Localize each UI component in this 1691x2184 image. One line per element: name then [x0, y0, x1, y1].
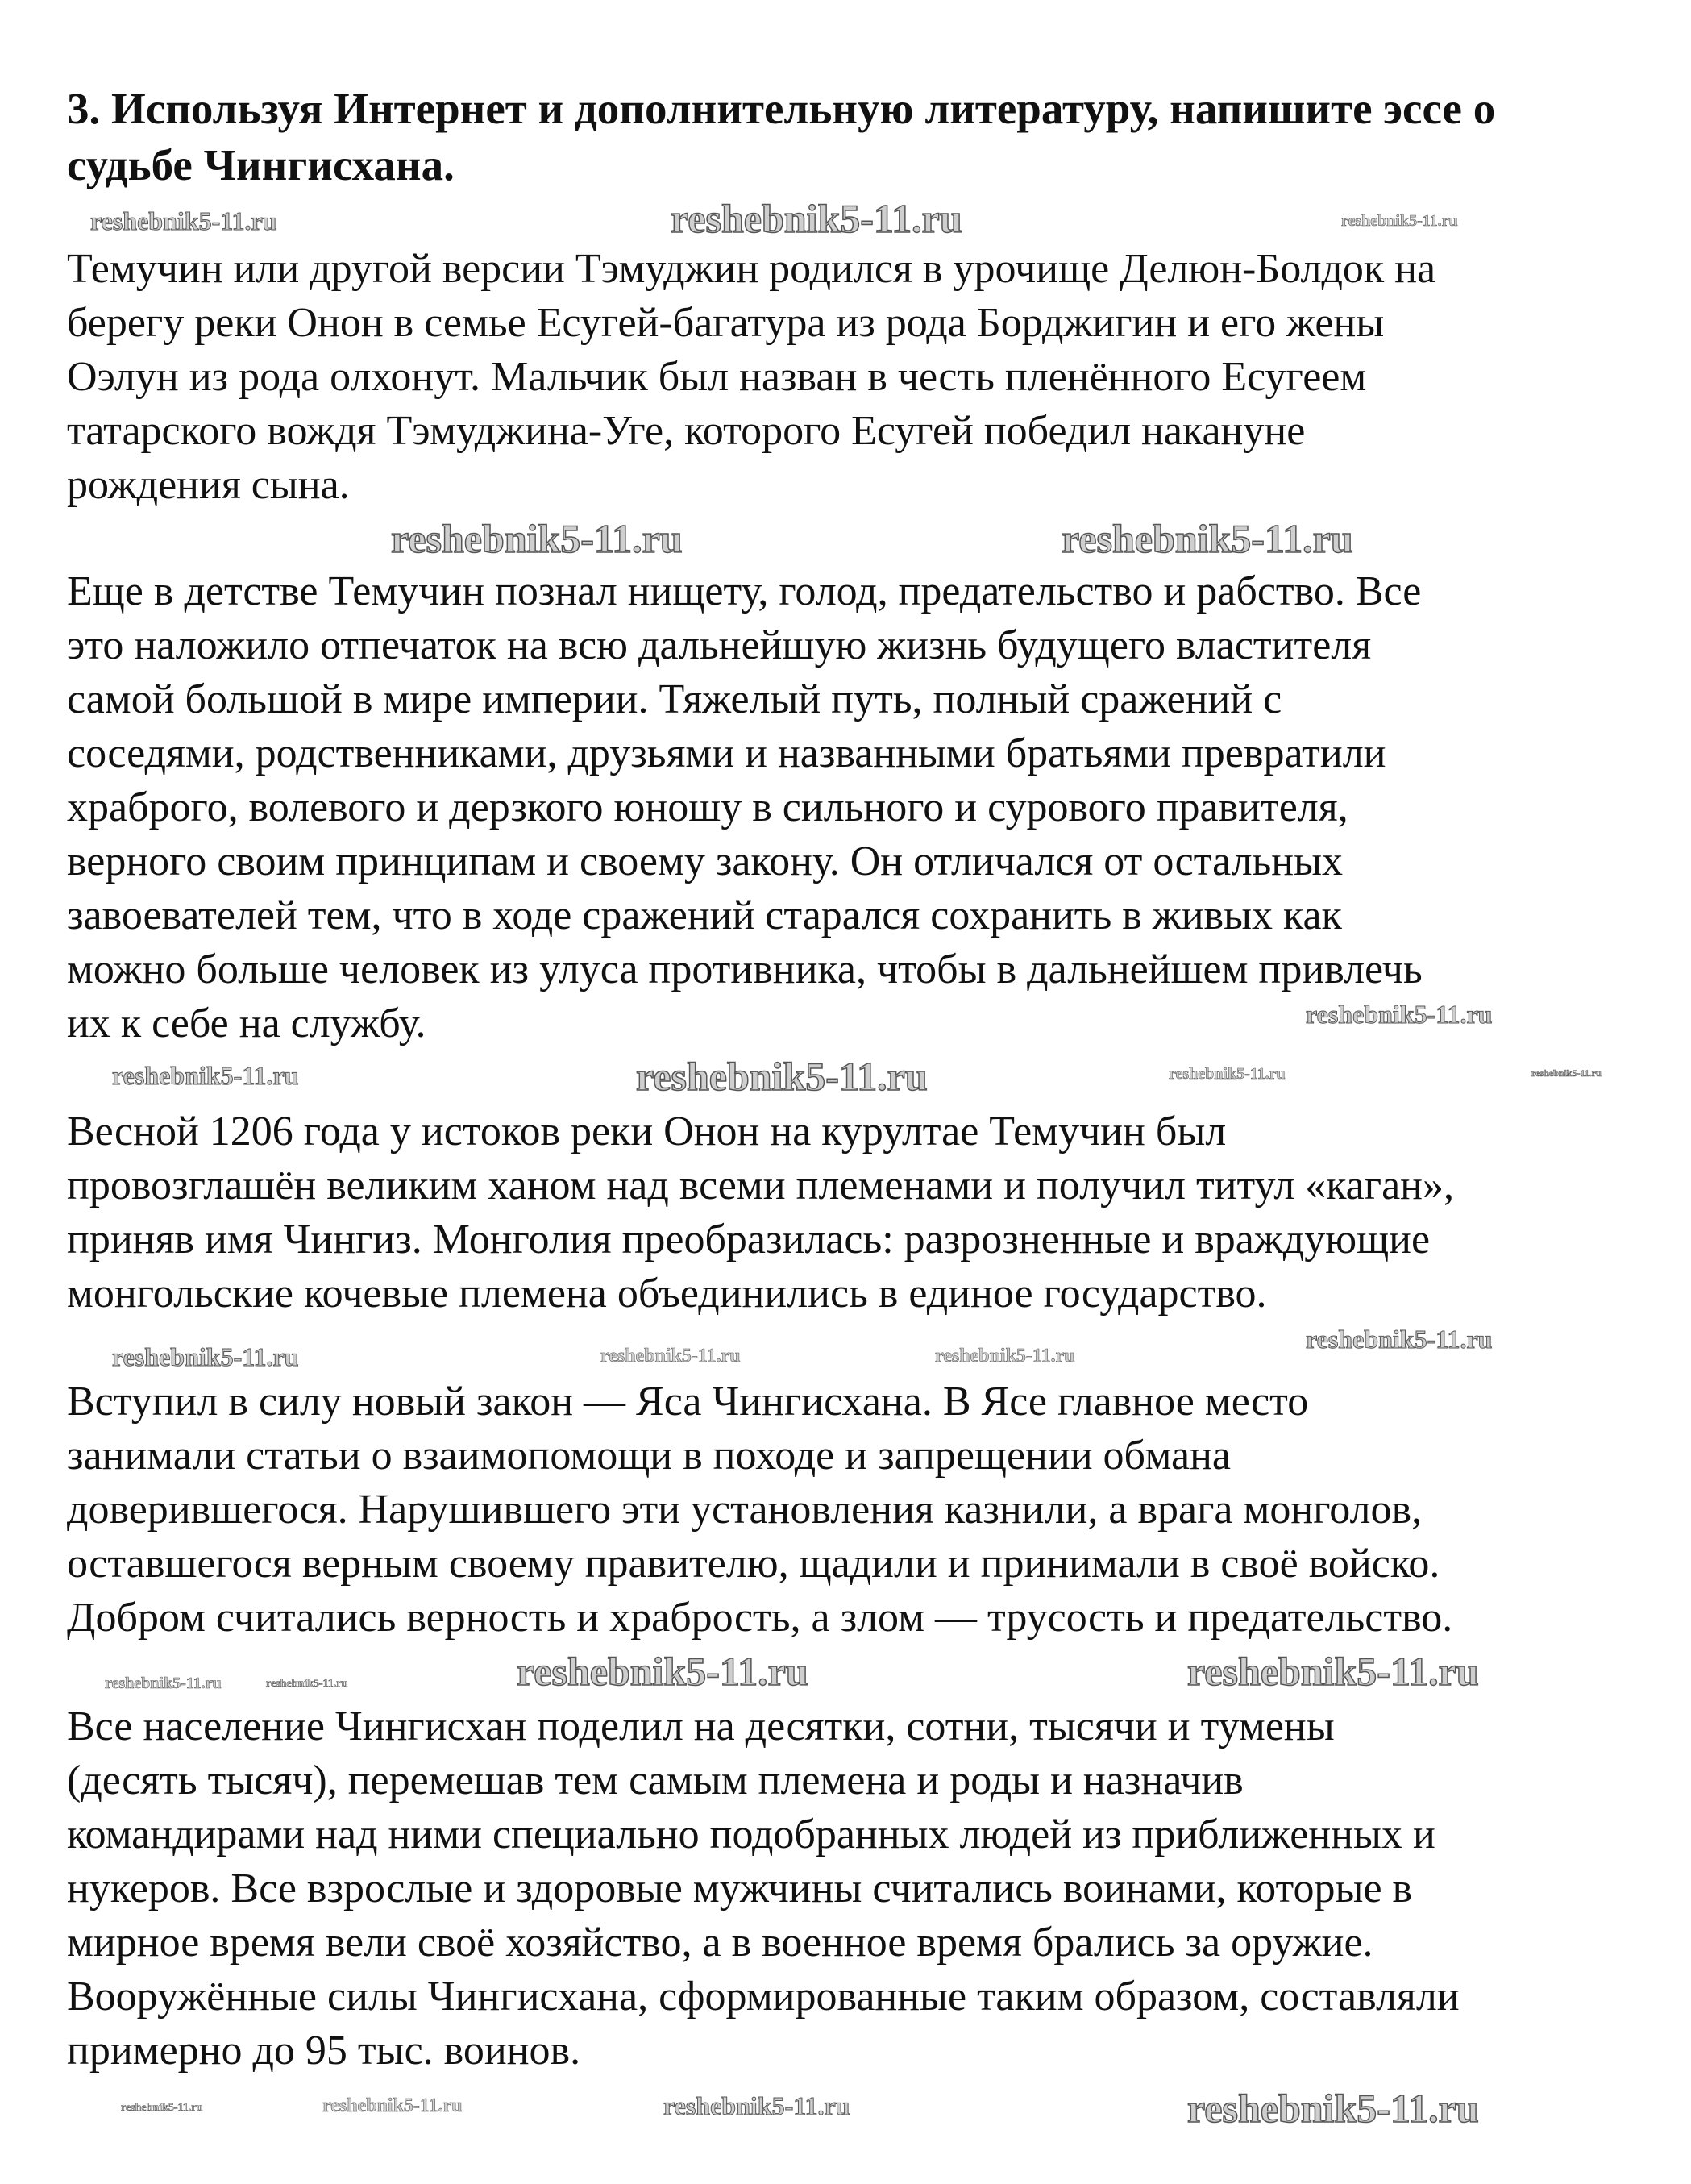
text-line: татарского вождя Тэмуджина-Уге, которого Есугей победил накануне — [67, 408, 1306, 454]
watermark: reshebnik5-11.ru — [90, 206, 277, 235]
page-heading — [67, 81, 1647, 193]
watermark: reshebnik5-11.ru — [671, 196, 962, 241]
text-line: Добром считались верность и храбрость, а злом — трусость и предательство. — [67, 1595, 1453, 1641]
text-line: это наложило отпечаток на всю дальнейшую жизнь будущего властителя — [67, 622, 1372, 668]
watermark: reshebnik5-11.ru — [935, 1346, 1075, 1367]
text-line: Вооружённые силы Чингисхана, сформированные таким образом, составляли — [67, 1974, 1460, 2020]
text-line: Еще в детстве Темучин познал нищету, голод, предательство и рабство. Все — [67, 568, 1422, 614]
text-line: Все население Чингисхан поделил на десятки, сотни, тысячи и тумены — [67, 1704, 1335, 1749]
heading-line: 3. Используя Интернет и дополнительную литературу, напишите эссе о — [67, 84, 1496, 133]
text-line: провозглашён великим ханом над всеми племенами и получил титул «каган», — [67, 1163, 1455, 1208]
text-line: примерно до 95 тыс. воинов. — [67, 2028, 581, 2074]
paragraph-yasa — [67, 1375, 1663, 1645]
text-line: занимали статьи о взаимопомощи в походе и запрещении обмана — [67, 1433, 1232, 1479]
watermark: reshebnik5-11.ru — [1169, 1065, 1286, 1083]
watermark: reshebnik5-11.ru — [391, 516, 683, 561]
paragraph-army — [67, 1699, 1663, 2078]
text-line: монгольские кочевые племена объединились в единое государство. — [67, 1271, 1267, 1317]
text-line: оставшегося верным своему правителю, щадили и принимали в своё войско. — [67, 1541, 1440, 1587]
text-line: (десять тысяч), перемешав тем самым племена и роды и назначив — [67, 1758, 1244, 1803]
text-line: Оэлун из рода олхонут. Мальчик был назван в честь пленённого Есугеем — [67, 354, 1367, 400]
paragraph-childhood — [67, 564, 1663, 1050]
watermark: reshebnik5-11.ru — [517, 1649, 808, 1694]
text-line: доверившегося. Нарушившего эти установления казнили, а врага монголов, — [67, 1487, 1423, 1533]
text-line: можно больше человек из улуса противника, чтобы в дальнейшем привлечь — [67, 946, 1423, 992]
watermark: reshebnik5-11.ru — [322, 2095, 463, 2116]
text-line: приняв имя Чингиз. Монголия преобразилась: разрозненные и враждующие — [67, 1217, 1431, 1263]
watermark: reshebnik5-11.ru — [663, 2091, 850, 2120]
watermark: reshebnik5-11.ru — [105, 1674, 222, 1692]
text-line: соседями, родственниками, друзьями и названными братьями превратили — [67, 730, 1386, 776]
text-line: самой большой в мире империи. Тяжелый путь, полный сражений с — [67, 676, 1282, 722]
watermark: reshebnik5-11.ru — [600, 1346, 741, 1367]
text-line: верного своим принципам и своему закону. Он отличался от остальных — [67, 838, 1344, 884]
watermark: reshebnik5-11.ru — [1187, 2086, 1479, 2131]
text-line: командирами над ними специально подобранных людей из приближенных и — [67, 1812, 1435, 1857]
heading-line: судьбе Чингисхана. — [67, 140, 455, 189]
watermark: reshebnik5-11.ru — [1306, 1000, 1493, 1029]
text-line: мирное время вели своё хозяйство, а в военное время брались за оружие. — [67, 1920, 1373, 1966]
watermark: reshebnik5-11.ru — [112, 1342, 299, 1371]
text-line: рождения сына. — [67, 462, 350, 508]
paragraph-birth — [67, 242, 1663, 512]
watermark: reshebnik5-11.ru — [1306, 1325, 1493, 1354]
text-line: Вступил в силу новый закон — Яса Чингисхана. В Ясе главное место — [67, 1379, 1309, 1425]
watermark: reshebnik5-11.ru — [1531, 1067, 1602, 1079]
text-line: берегу реки Онон в семье Есугей-багатура из рода Борджигин и его жены — [67, 300, 1385, 346]
watermark: reshebnik5-11.ru — [1062, 516, 1353, 561]
watermark: reshebnik5-11.ru — [266, 1678, 348, 1690]
watermark: reshebnik5-11.ru — [1341, 212, 1458, 230]
watermark: reshebnik5-11.ru — [636, 1054, 928, 1099]
text-line: Темучин или другой версии Тэмуджин родился в урочище Делюн-Болдок на — [67, 246, 1436, 292]
text-line: Весной 1206 года у истоков реки Онон на курултае Темучин был — [67, 1109, 1227, 1154]
watermark: reshebnik5-11.ru — [112, 1061, 299, 1090]
watermark: reshebnik5-11.ru — [121, 2102, 203, 2114]
paragraph-kurultai — [67, 1104, 1663, 1321]
text-line: храброго, волевого и дерзкого юношу в сильного и сурового правителя, — [67, 784, 1348, 830]
text-line: нукеров. Все взрослые и здоровые мужчины считались воинами, которые в — [67, 1866, 1413, 1912]
watermark: reshebnik5-11.ru — [1187, 1649, 1479, 1694]
text-line: завоевателей тем, что в ходе сражений старался сохранить в живых как — [67, 892, 1342, 938]
text-line: их к себе на службу. — [67, 1000, 426, 1046]
